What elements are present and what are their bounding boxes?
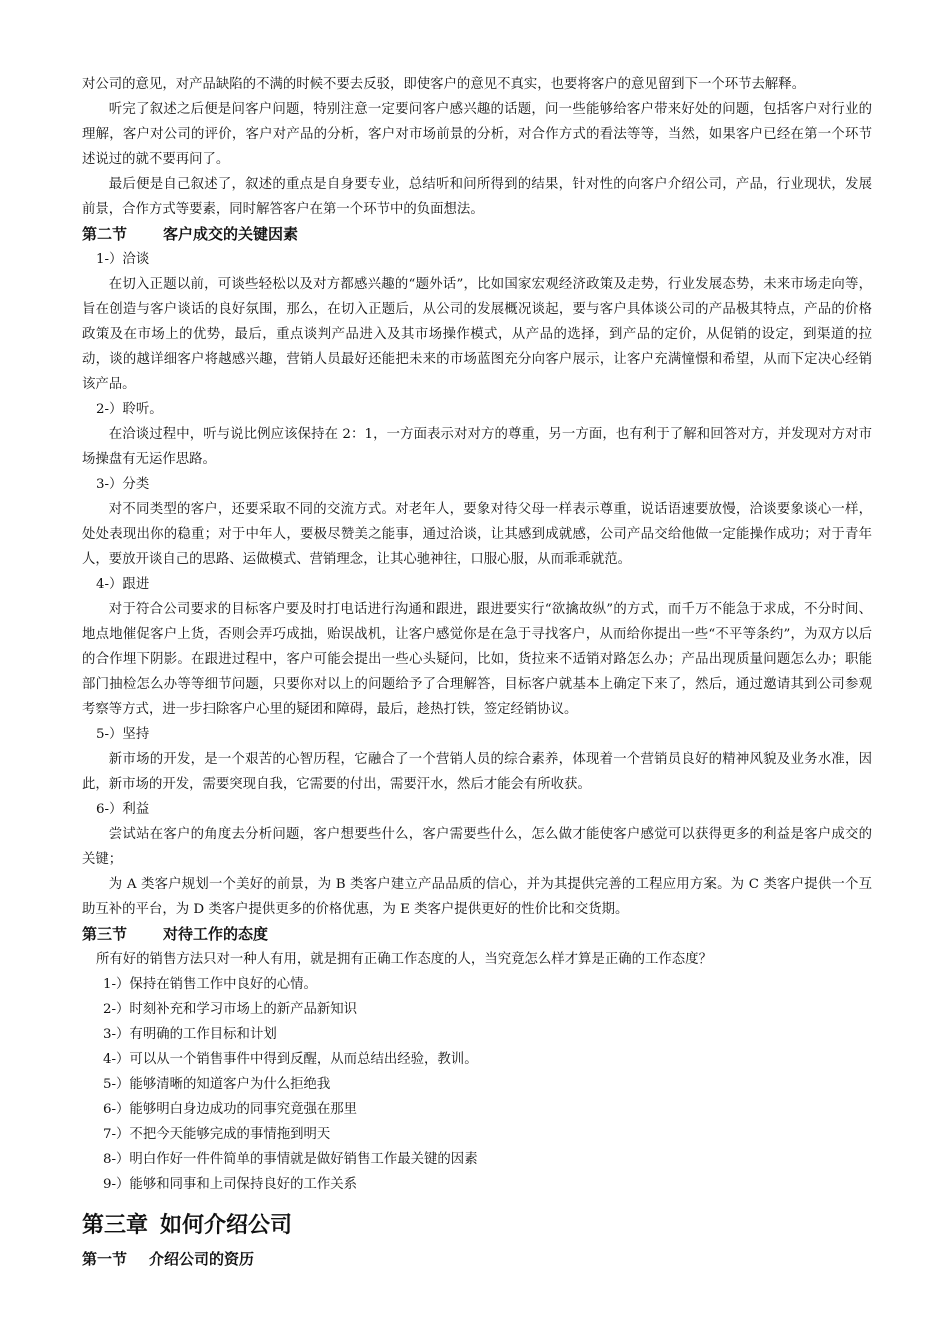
section-title: 对待工作的态度 [163, 925, 269, 943]
section-heading-3 [82, 922, 872, 947]
item-text-3: 对不同类型的客户，还要采取不同的交流方式。对老年人，要象对待父母一样表示尊重，说话语速要放慢，洽谈要象谈心一样，处处表现出你的稳重；对于中年人，要极尽赞美之能事，通过洽谈，让其感到成就感，公司产品交给他做一定能操作成功；对于青年人，要放开谈自己的思路、运做模式、营销理念，让其心驰神往，口服心服，从而乖乖就范。 [82, 502, 872, 567]
item-text-5: 新市场的开发，是一个艰苦的心智历程，它融合了一个营销人员的综合素养，体现着一个营销员良好的精神风貌及业务水准，因此，新市场的开发，需要突现自我，它需要的付出，需要汗水，然后才能会有所收获。 [82, 752, 872, 792]
list-item: 9-）能够和同事和上司保持良好的工作关系 [103, 1177, 358, 1192]
section-title: 客户成交的关键因素 [163, 225, 299, 243]
item-label-2: 2-）聆听。 [96, 402, 163, 417]
intro-paragraph-2: 听完了叙述之后便是问客户问题，特别注意一定要问客户感兴趣的话题，问一些能够给客户带来好处的问题，包括客户对行业的理解，客户对公司的评价，客户对产品的分析，客户对市场前景的分析，对合作方式的看法等等，当然，如果客户已经在第一个环节述说过的就不要再问了。 [82, 102, 872, 167]
item-label-4: 4-）跟进 [96, 577, 150, 592]
list-item: 4-）可以从一个销售事件中得到反醒，从而总结出经验，教训。 [103, 1052, 478, 1067]
list-item: 8-）明白作好一件件简单的事情就是做好销售工作最关键的因素 [103, 1152, 478, 1167]
section-title: 介绍公司的资历 [149, 1250, 255, 1268]
list-item: 1-）保持在销售工作中良好的心情。 [103, 977, 317, 992]
list-item: 3-）有明确的工作目标和计划 [103, 1027, 277, 1042]
intro-paragraph-1: 对公司的意见，对产品缺陷的不满的时候不要去反驳，即使客户的意见不真实，也要将客户的意见留到下一个环节去解释。 [82, 77, 806, 92]
item-label-1: 1-）洽谈 [96, 252, 150, 267]
section-number: 第三节 [82, 925, 128, 943]
item-text-2: 在洽谈过程中，听与说比例应该保持在 2：1，一方面表示对对方的尊重，另一方面，也有利于了解和回答对方，并发现对方对市场操盘有无运作思路。 [82, 427, 872, 467]
section2-extra-paragraph: 为 A 类客户规划一个美好的前景，为 B 类客户建立产品品质的信心，并为其提供完善的工程应用方案。为 C 类客户提供一个互助互补的平台，为 D 类客户提供更多的价格优惠，为 E 类客户提供更好的性价比和交货期。 [82, 877, 872, 917]
item-text-6: 尝试站在客户的角度去分析问题，客户想要些什么，客户需要些什么，怎么做才能使客户感觉可以获得更多的利益是客户成交的关键； [82, 827, 872, 867]
item-label-3: 3-）分类 [96, 477, 150, 492]
chapter-title: 如何介绍公司 [160, 1213, 293, 1238]
document-page [82, 72, 872, 1272]
chapter-heading-3 [82, 1209, 872, 1243]
list-item: 5-）能够清晰的知道客户为什么拒绝我 [103, 1077, 331, 1092]
list-item: 7-）不把今天能够完成的事情拖到明天 [103, 1127, 331, 1142]
section3-intro: 所有好的销售方法只对一种人有用，就是拥有正确工作态度的人，当究竟怎么样才算是正确的工作态度？ [96, 952, 712, 967]
intro-paragraph-3: 最后便是自己叙述了，叙述的重点是自身要专业，总结听和问所得到的结果，针对性的向客户介绍公司，产品，行业现状，发展前景，合作方式等要素，同时解答客户在第一个环节中的负面想法。 [82, 177, 872, 217]
section-number: 第二节 [82, 225, 128, 243]
list-item: 2-）时刻补充和学习市场上的新产品新知识 [103, 1002, 358, 1017]
item-text-4: 对于符合公司要求的目标客户要及时打电话进行沟通和跟进，跟进要实行“欲擒故纵”的方式，而千万不能急于求成，不分时间、地点地催促客户上货，否则会弄巧成拙，贻误战机，让客户感觉你是在急于寻找客户，从而给你提出一些“不平等条约”，为双方以后的合作埋下阴影。在跟进过程中，客户可能会提出一些心头疑问，比如，货拉来不适销对路怎么办；产品出现质量问题怎么办；职能部门抽检怎么办等等细节问题，只要你对以上的问题给予了合理解答，目标客户就基本上确定下来了，然后，通过邀请其到公司参观考察等方式，进一步扫除客户心里的疑团和障碍，最后，趁热打铁，签定经销协议。 [82, 602, 872, 717]
item-text-1: 在切入正题以前，可谈些轻松以及对方都感兴趣的“题外话”，比如国家宏观经济政策及走势，行业发展态势，未来市场走向等，旨在创造与客户谈话的良好氛围，那么，在切入正题后，从公司的发展概况谈起，要与客户具体谈公司的产品极其特点，产品的价格政策及在市场上的优势，最后，重点谈判产品进入及其市场操作模式，从产品的选择，到产品的定价，从促销的设定，到渠道的拉动，谈的越详细客户将越感兴趣，营销人员最好还能把未来的市场蓝图充分向客户展示，让客户充满憧憬和希望，从而下定决心经销该产品。 [82, 277, 872, 392]
chapter-number: 第三章 [82, 1213, 149, 1238]
chapter3-section-heading-1 [82, 1247, 872, 1272]
item-label-5: 5-）坚持 [96, 727, 150, 742]
section-number: 第一节 [82, 1250, 128, 1268]
list-item: 6-）能够明白身边成功的同事究竟强在那里 [103, 1102, 358, 1117]
item-label-6: 6-）利益 [96, 802, 150, 817]
section-heading-2 [82, 222, 872, 247]
